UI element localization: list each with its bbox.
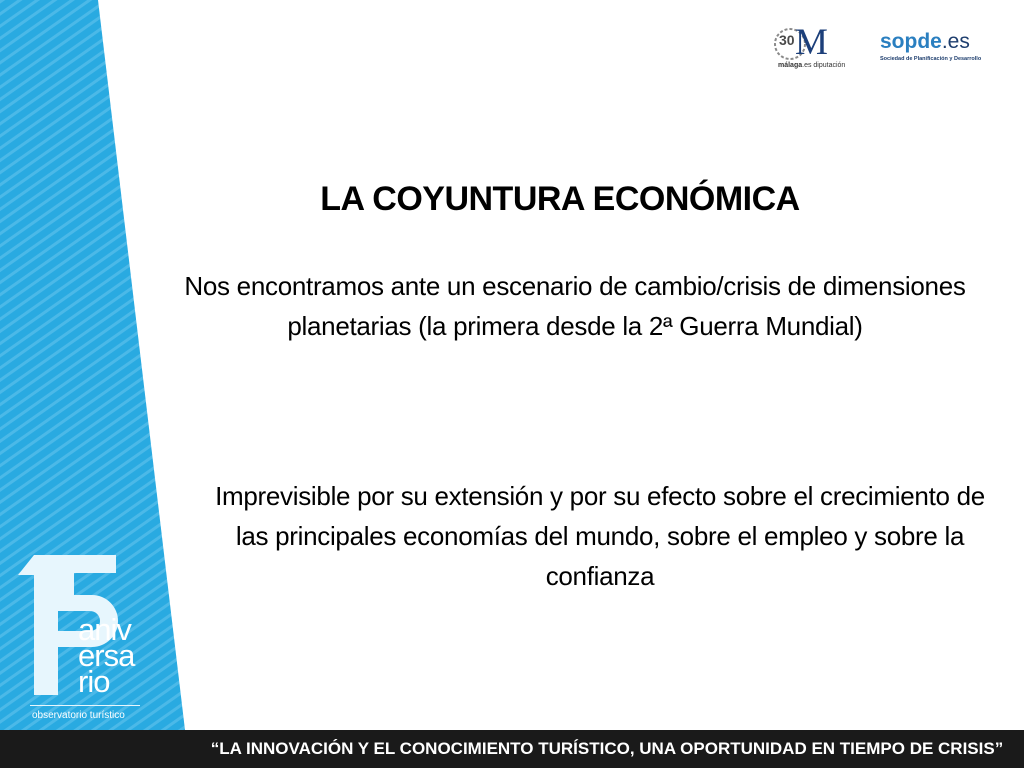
sopde-logo-wordmark	[880, 30, 990, 54]
malaga-logo-letter: M	[795, 22, 828, 63]
malaga-logo-text-rest: .es diputación	[802, 62, 846, 69]
anniversary-line-3: rio	[78, 664, 110, 699]
observatorio-caption: observatorio turístico	[32, 710, 125, 721]
malaga-logo-text-bold: málaga	[778, 62, 803, 69]
sopde-logo-name: sopde	[880, 30, 942, 53]
slide-paragraph-1: Nos encontramos ante un escenario de cambio/crisis de dimensiones planetarias (la primera desde la 2ª Guerra Mundial)	[184, 271, 966, 341]
sopde-logo-ext: .es	[941, 30, 970, 53]
anniversary-line-2: ersa	[78, 638, 135, 673]
anniversary-divider	[30, 705, 140, 706]
anniversary-words	[78, 612, 135, 699]
malaga-logo-number: 30	[779, 32, 795, 48]
footer-slogan: “LA INNOVACIÓN Y EL CONOCIMIENTO TURÍSTICO, UNA OPORTUNIDAD EN TIEMPO DE CRISIS”	[210, 739, 1004, 758]
slide-title: LA COYUNTURA ECONÓMICA	[320, 180, 800, 218]
anniversary-logo	[18, 545, 138, 730]
footer-bar	[0, 730, 1024, 768]
sopde-logo-tagline: Sociedad de Planificación y Desarrollo	[880, 56, 982, 62]
malaga-logo-text	[778, 62, 845, 69]
anniversary-line-1: aniv	[78, 612, 131, 647]
malaga-diputacion-logo	[770, 24, 845, 74]
decorative-side-band	[0, 0, 190, 730]
sopde-logo	[880, 30, 990, 70]
slide-paragraph-2: Imprevisible por su extensión y por su efecto sobre el crecimiento de las principales economías del mundo, sobre el empleo y sobre la confianza	[215, 481, 985, 591]
